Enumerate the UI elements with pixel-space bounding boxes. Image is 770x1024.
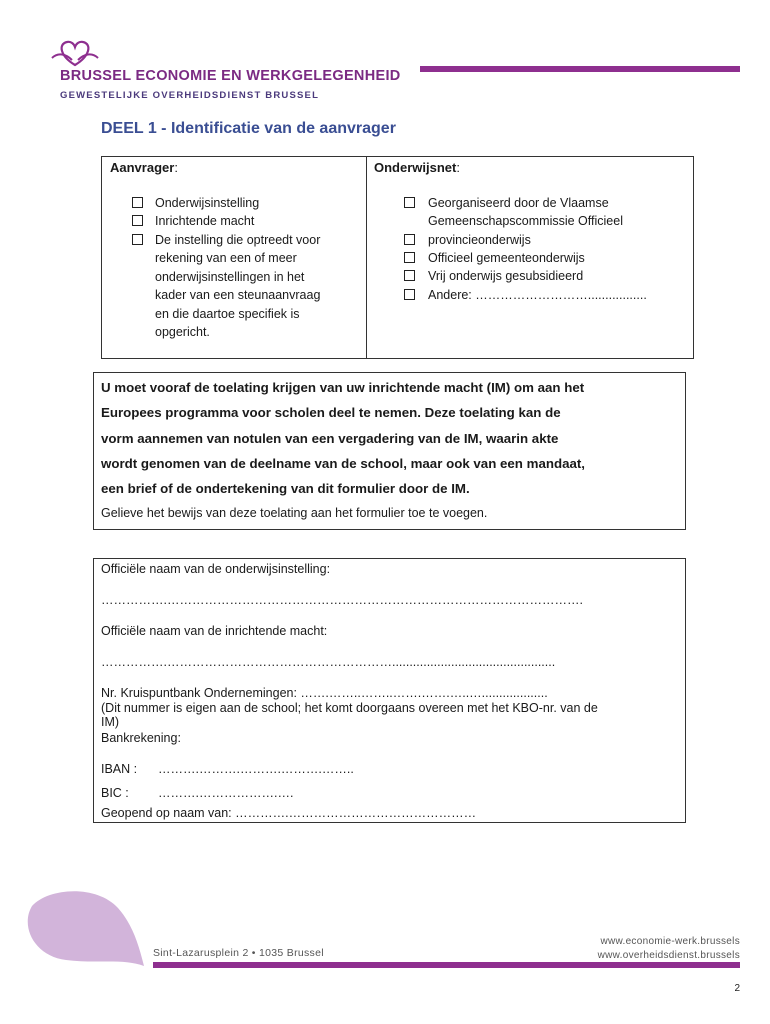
- decorative-blob-icon: [26, 886, 146, 968]
- checkbox-vrij-onderwijs[interactable]: [404, 270, 415, 281]
- notice-text: wordt genomen van de deelname van de school, maar ook van een mandaat,: [101, 456, 585, 471]
- footer-address: Sint-Lazarusplein 2 • 1035 Brussel: [153, 947, 324, 959]
- bank-account-label: Bankrekening:: [101, 731, 181, 745]
- notice-text: een brief of de ondertekening van dit formulier door de IM.: [101, 481, 470, 496]
- official-name-label: Officiële naam van de onderwijsinstelling:: [101, 562, 331, 576]
- option-label: Vrij onderwijs gesubsidieerd: [428, 269, 584, 283]
- heart-logo-icon: [50, 38, 100, 68]
- option-label: onderwijsinstellingen in het: [155, 270, 305, 284]
- option-label: Officieel gemeenteonderwijs: [428, 251, 585, 265]
- checkbox-instelling[interactable]: [132, 234, 143, 245]
- notice-text: U moet vooraf de toelating krijgen van uw inrichtende macht (IM) om aan het: [101, 380, 585, 395]
- footer-rule: [153, 962, 740, 968]
- iban-label: IBAN :: [101, 762, 138, 776]
- checkbox-onderwijsinstelling[interactable]: [132, 197, 143, 208]
- checkbox-inrichtende-macht[interactable]: [132, 215, 143, 226]
- organization-name: BRUSSEL ECONOMIE EN WERKGELEGENHEID: [60, 68, 401, 84]
- option-label: Georganiseerd door de Vlaamse: [428, 196, 609, 210]
- im-name-label: Officiële naam van de inrichtende macht:: [101, 624, 328, 638]
- footer-website-link[interactable]: www.overheidsdienst.brussels: [597, 950, 740, 961]
- account-holder-field[interactable]: Geopend op naam van: ………….………………………………………: [101, 806, 477, 820]
- official-name-field[interactable]: …………….……………………………………………………………………………………….: [101, 593, 583, 607]
- footer-website-link[interactable]: www.economie-werk.brussels: [600, 936, 740, 947]
- checkbox-gemeenteonderwijs[interactable]: [404, 252, 415, 263]
- network-heading: Onderwijsnet:: [374, 160, 460, 175]
- page-number: 2: [734, 983, 740, 994]
- kbo-note: (Dit nummer is eigen aan de school; het komt doorgaans overeen met het KBO-nr. van de: [101, 701, 598, 715]
- checkbox-provincieonderwijs[interactable]: [404, 234, 415, 245]
- kbo-number-field[interactable]: Nr. Kruispuntbank Ondernemingen: …….……..……..…….…….…..…...................: [101, 686, 548, 700]
- header-rule: [420, 66, 740, 72]
- checkbox-andere[interactable]: [404, 289, 415, 300]
- option-label: kader van een steunaanvraag: [155, 288, 321, 302]
- footer-websites: [598, 935, 740, 963]
- im-name-field[interactable]: …………….………………………………………………...............................................: [101, 655, 556, 669]
- checkbox-vlaamse-gemeenschapscommissie[interactable]: [404, 197, 415, 208]
- option-label: provincieonderwijs: [428, 233, 531, 247]
- option-label: en die daartoe specifiek is: [155, 307, 300, 321]
- section-title: DEEL 1 - Identificatie van de aanvrager: [101, 120, 396, 137]
- option-label: Gemeenschapscommissie Officieel: [428, 214, 623, 228]
- notice-text: vorm aannemen van notulen van een vergadering van de IM, waarin akte: [101, 431, 559, 446]
- option-label: opgericht.: [155, 325, 210, 339]
- organization-subtitle: GEWESTELIJKE OVERHEIDSDIENST BRUSSEL: [60, 90, 320, 101]
- option-label: Inrichtende macht: [155, 214, 255, 228]
- kbo-note: IM): [101, 715, 120, 729]
- applicant-heading: Aanvrager:: [110, 160, 178, 175]
- option-label: rekening van een of meer: [155, 251, 297, 265]
- option-label: Onderwijsinstelling: [155, 196, 260, 210]
- iban-field[interactable]: ……….……….……….……….……..: [158, 762, 354, 776]
- applicant-box-divider: [366, 156, 367, 359]
- andere-input[interactable]: Andere: ……………………….................: [428, 288, 647, 302]
- bic-field[interactable]: ……….……………….….: [158, 786, 294, 800]
- notice-text: Europees programma voor scholen deel te nemen. Deze toelating kan de: [101, 405, 561, 420]
- option-label: De instelling die optreedt voor: [155, 233, 321, 247]
- notice-note: Gelieve het bewijs van deze toelating aan het formulier toe te voegen.: [101, 506, 488, 520]
- bic-label: BIC :: [101, 786, 129, 800]
